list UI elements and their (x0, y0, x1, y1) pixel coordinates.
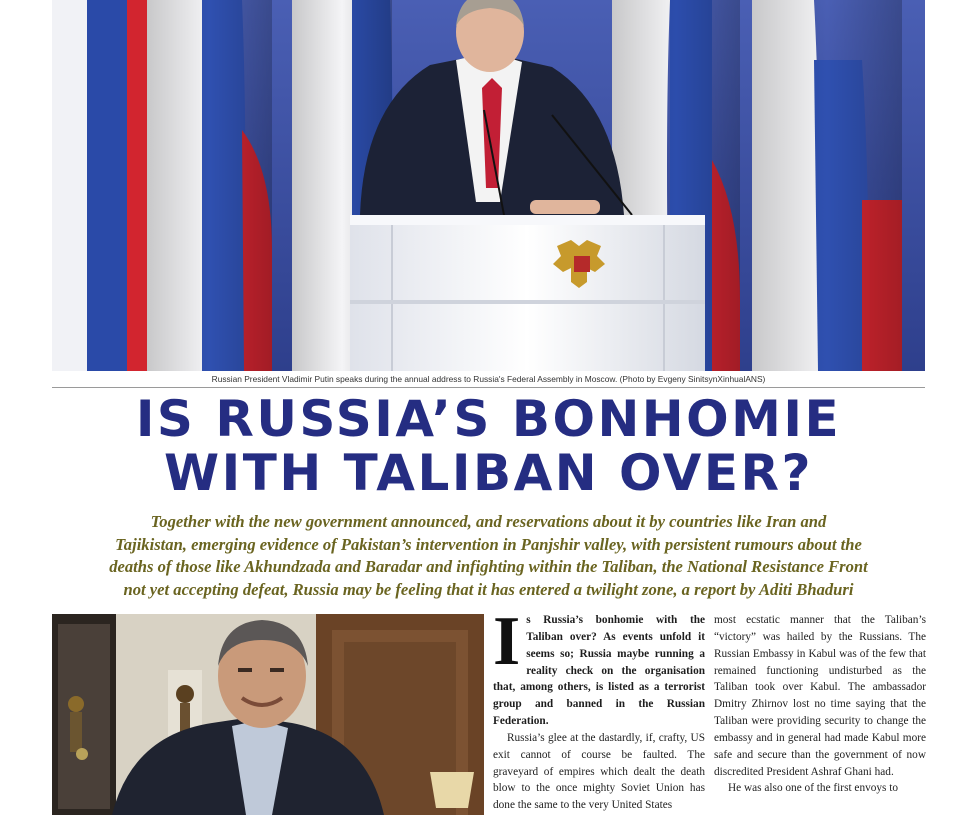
drop-cap: I (493, 612, 521, 680)
article-col2-paragraph-2: He was also one of the first envoys to (728, 782, 899, 795)
article-paragraph-2: Russia’s glee at the dastardly, if, crafty, US exit cannot of course be faulted. The graveyard of empires which dealt the death blow to the once mighty Soviet Union has done the same to the very United States (493, 731, 705, 812)
headline-line-2: WITH TALIBAN OVER? (163, 444, 814, 502)
hero-photo-illustration (52, 0, 925, 371)
standfirst-line-2: Tajikistan, emerging evidence of Pakistan’s intervention in Panjshir valley, with persistent rumours about the (115, 534, 862, 554)
podium (350, 215, 705, 371)
photo-caption: Russian President Vladimir Putin speaks during the annual address to Russia's Federal Assembly in Moscow. (Photo by Evgeny SinitsynXinhualANS) (52, 371, 925, 388)
headline (0, 392, 977, 500)
article-lead-paragraph: s Russia’s bonhomie with the Taliban over? As events unfold it seems so; Russia maybe running a reality check on the organisation that, among others, is listed as a terrorist group and banned in the Russian Federation. (493, 614, 705, 728)
hero-photo (52, 0, 925, 371)
headline-line-1: IS RUSSIA’S BONHOMIE (135, 390, 842, 448)
portrait-photo-illustration (52, 614, 484, 815)
article-col2-paragraph-1: most ecstatic manner that the Taliban’s “victory” was hailed by the Russians. The Russian Embassy in Kabul was of the few that remained functioning undisturbed as the Taliban took over Kabul. The ambassador Dmitry Zhirnov lost no time saying that the Taliban were providing security to change the embassy and in general had made Kabul more safe and secure than the government of now discredited President Ashraf Ghani had. (714, 614, 926, 778)
standfirst (50, 511, 927, 601)
article-column-1 (493, 612, 705, 815)
portrait-photo (52, 614, 484, 815)
standfirst-line-1: Together with the new government announced, and reservations about it by countries like Iran and (150, 512, 827, 531)
standfirst-line-4: not yet accepting defeat, Russia may be feeling that it has entered a twilight zone, a report by Aditi Bhaduri (123, 579, 854, 599)
standfirst-line-3: deaths of those like Akhundzada and Baradar and infighting within the Taliban, the National Resistance Front (109, 557, 868, 576)
article-column-2 (714, 612, 926, 815)
